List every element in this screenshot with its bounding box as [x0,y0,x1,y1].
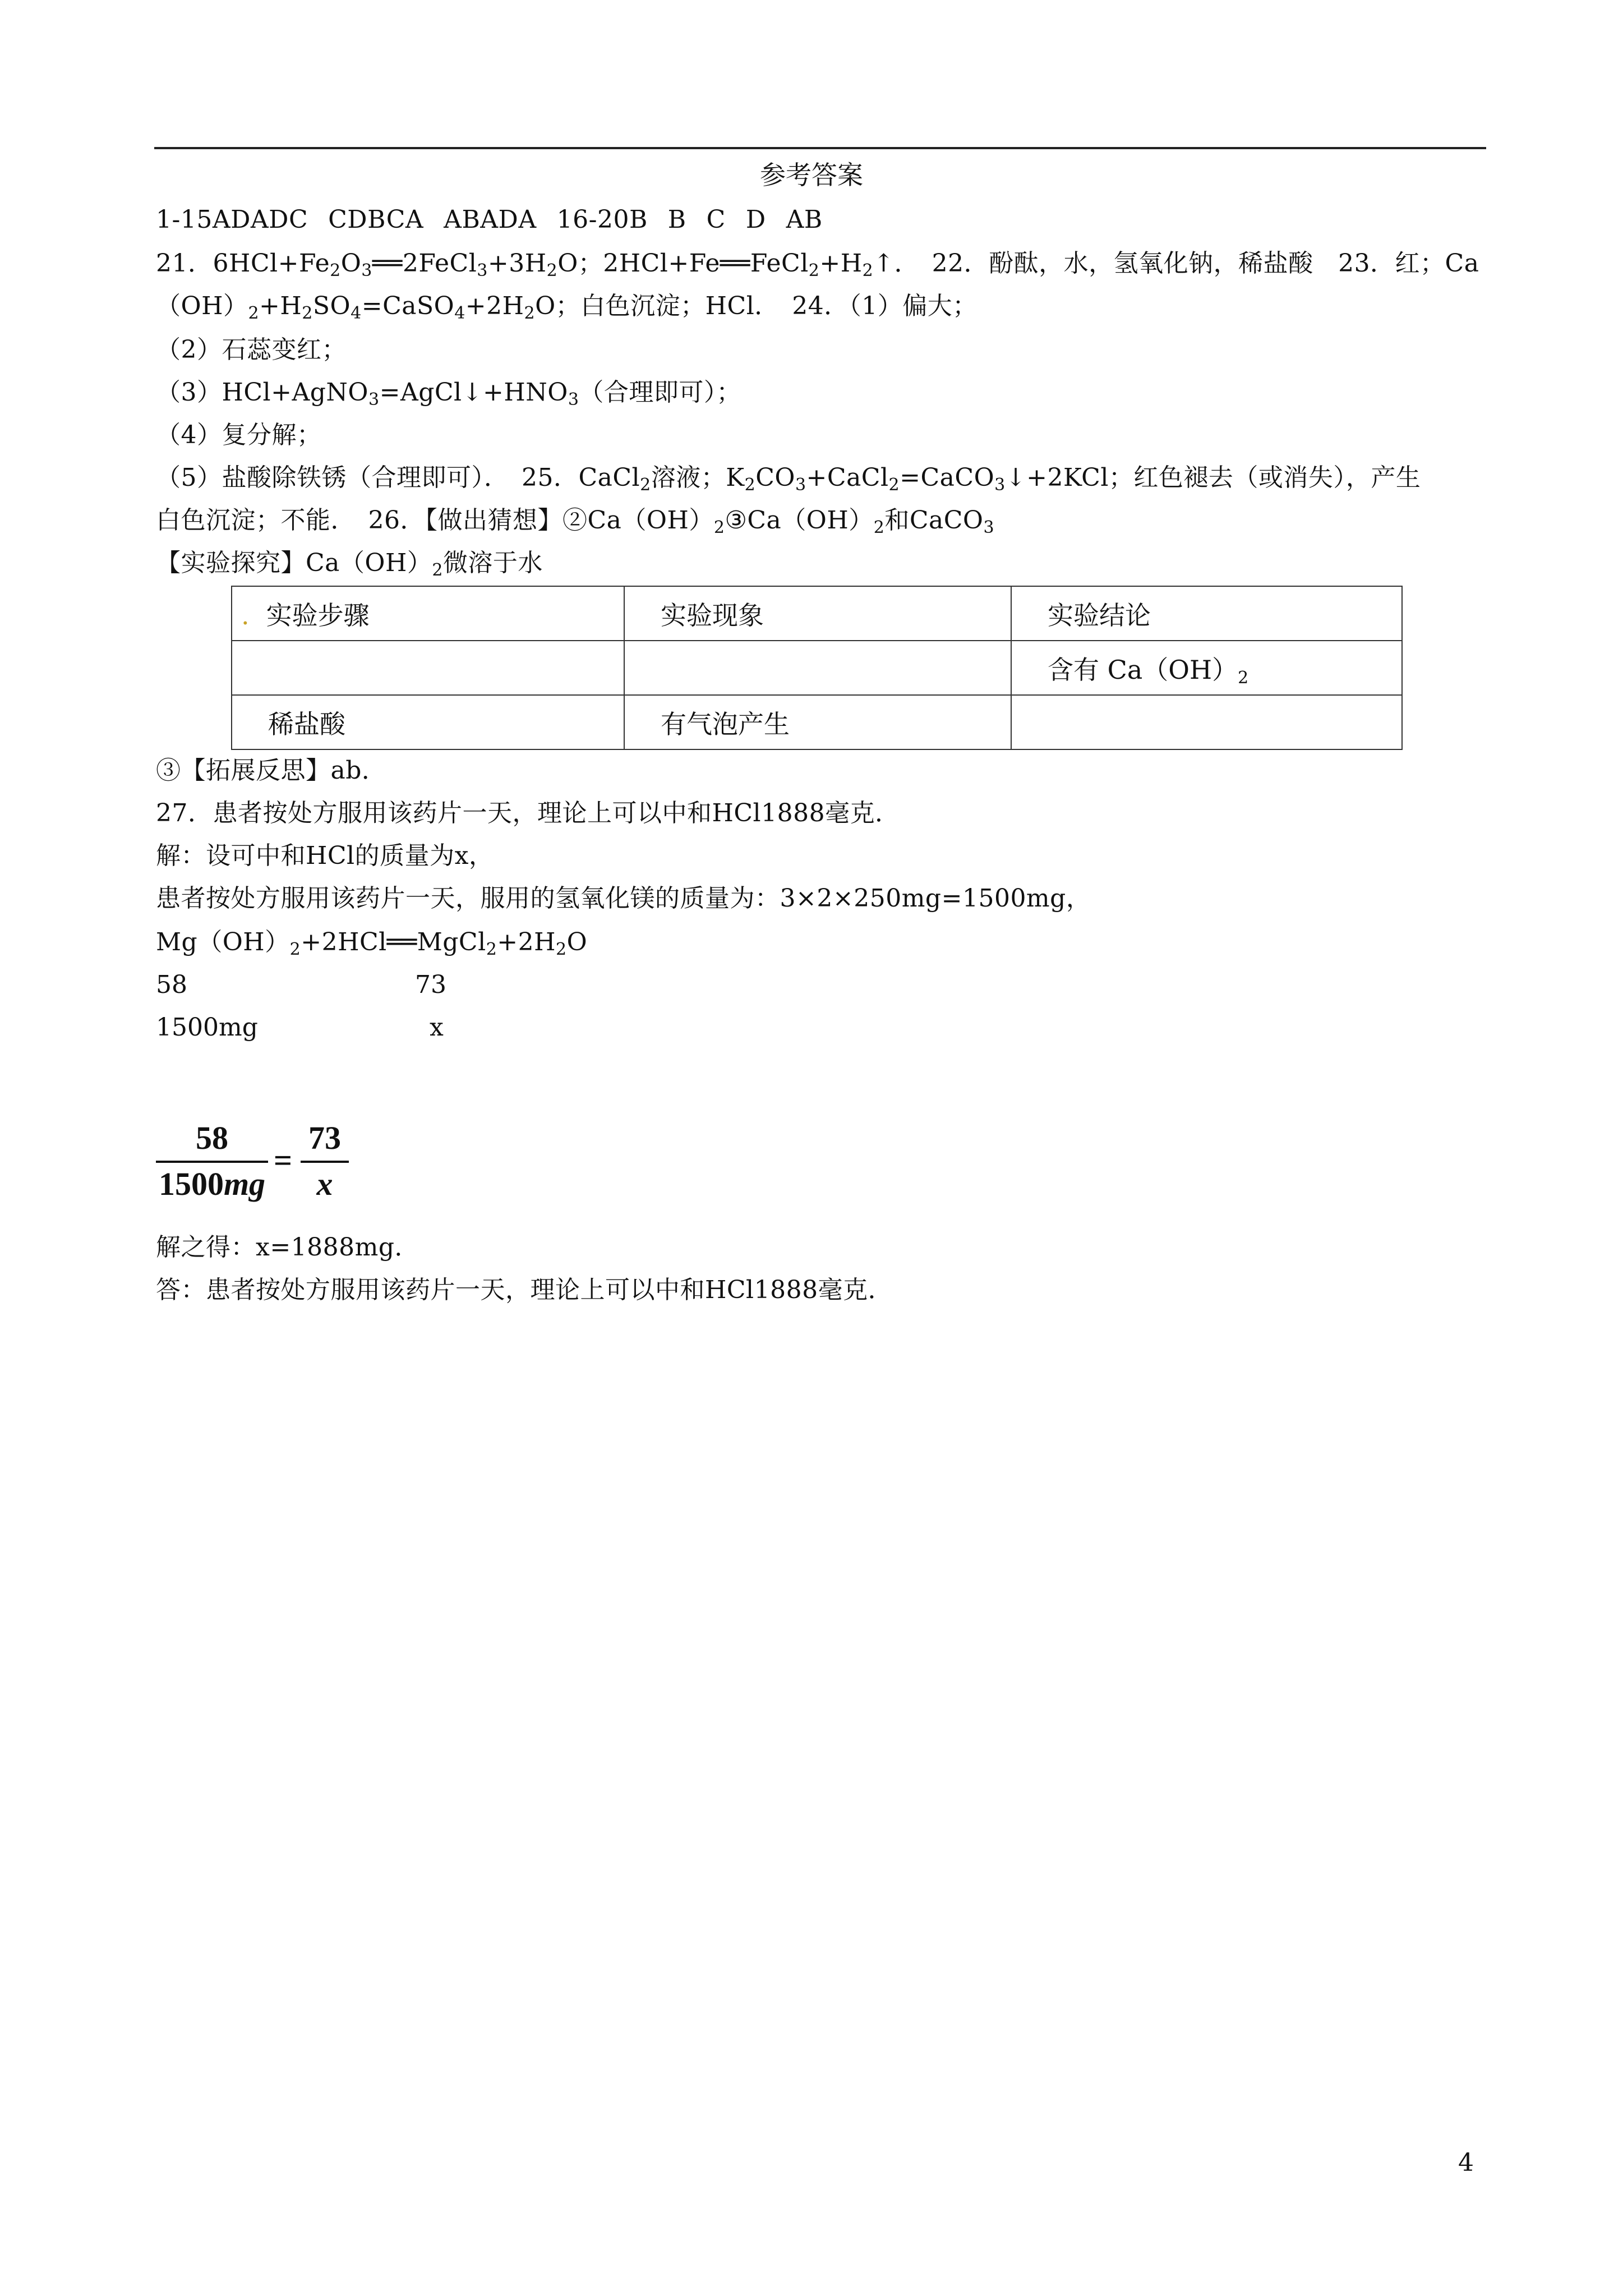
choice-answers [156,203,823,237]
fraction-numerator-2: 73 [308,1120,341,1156]
answer-17: B [667,205,686,234]
answer-range-1-15: 1-15ADADC [156,205,308,234]
fraction-numerator-1: 58 [196,1120,228,1156]
page-number: 4 [1458,2148,1474,2177]
answer-25-26: 白色沉淀；不能． 26．【做出猜想】$②Ca(OH)_2③Ca(OH)_2$和CaCO$_3$ [156,506,995,537]
answer-27-statement: 27．患者按处方服用该药片一天，理论上可以中和HCl1888毫克． [156,799,900,827]
molar-mass-mgoh2: 58 [156,970,187,999]
table-header-steps: . 实验步骤 [232,586,624,641]
answer-23-24: $(OH)_2+H_2SO_4=CaSO_4+2H_2O$；白色沉淀；HCl． 24．（1）偏大； [156,292,978,323]
fraction-denominator-1: 1500mg [158,1166,266,1202]
table-cell [624,641,1011,695]
answer-24-5-25: （5）盐酸除铁锈（合理即可）． 25．CaCl$_2$溶液；$K_2CO_3+CaCl_2=CaCO_3↓+2KCl$；红色褪去（或消失），产生 [156,463,1421,495]
answer-range-16-20: 16-20B [556,205,648,234]
fraction-denominator-2: x [316,1166,333,1202]
answer-27-mass: 患者按处方服用该药片一天，服用的氢氧化镁的质量为：3×2×250mg=1500mg， [156,884,1091,913]
table-cell: 含有 $Ca(OH)_2$ [1011,641,1402,695]
answer-18: C [706,205,726,234]
answer-27-final: 答：患者按处方服用该药片一天，理论上可以中和HCl1888毫克． [156,1276,893,1304]
answer-27-solve: 解之得：x=1888mg． [156,1233,420,1262]
answer-27-equation: $Mg(OH)_2+2HCl══MgCl_2+2H_2O$ [156,928,588,959]
mass-hcl-unknown: x [430,1013,444,1042]
answer-group-2: CDBCA [328,205,424,234]
table-header-conclusion: 实验结论 [1011,586,1402,641]
header-rule [154,147,1486,149]
molar-mass-hcl: 73 [415,970,446,999]
page-title: 参考答案 [760,160,863,190]
answer-group-3: ABADA [444,205,537,234]
answer-21-22: 21．$6HCl+Fe_2O_3══2FeCl_3+3H_2O$；$2HCl+Fe══FeCl_2+H_2↑$． 22．酚酞，水，氢氧化钠，稀盐酸 23．红；Ca [156,249,1479,280]
table-cell: 有气泡产生 [624,695,1011,749]
answer-20: AB [786,205,823,234]
table-cell [1011,695,1402,749]
table-header-row [232,586,1402,641]
fraction-bar-2 [301,1161,349,1163]
answer-24-3: $(3)HCl+AgNO_3=AgCl↓+HNO_3$（合理即可）； [156,378,741,409]
answer-26-reflect: ③【拓展反思】ab． [156,756,387,785]
mass-mgoh2: 1500mg [156,1013,258,1042]
fraction-equals: = [274,1142,293,1179]
table-cell [232,641,624,695]
answer-24-2: （2）石蕊变红； [156,335,347,364]
table-cell: 稀盐酸 [232,695,624,749]
answer-24-4: （4）复分解； [156,421,322,449]
answer-26-explore: 【实验探究】$Ca(OH)_2$微溶于水 [156,549,543,580]
answer-27-setup: 解：设可中和HCl的质量为x， [156,841,494,870]
table-header-phenomena: 实验现象 [624,586,1011,641]
answer-19: D [745,205,766,234]
table-row [232,641,1402,695]
table-row [232,695,1402,749]
fraction-bar-1 [156,1161,268,1163]
experiment-table [231,586,1403,750]
